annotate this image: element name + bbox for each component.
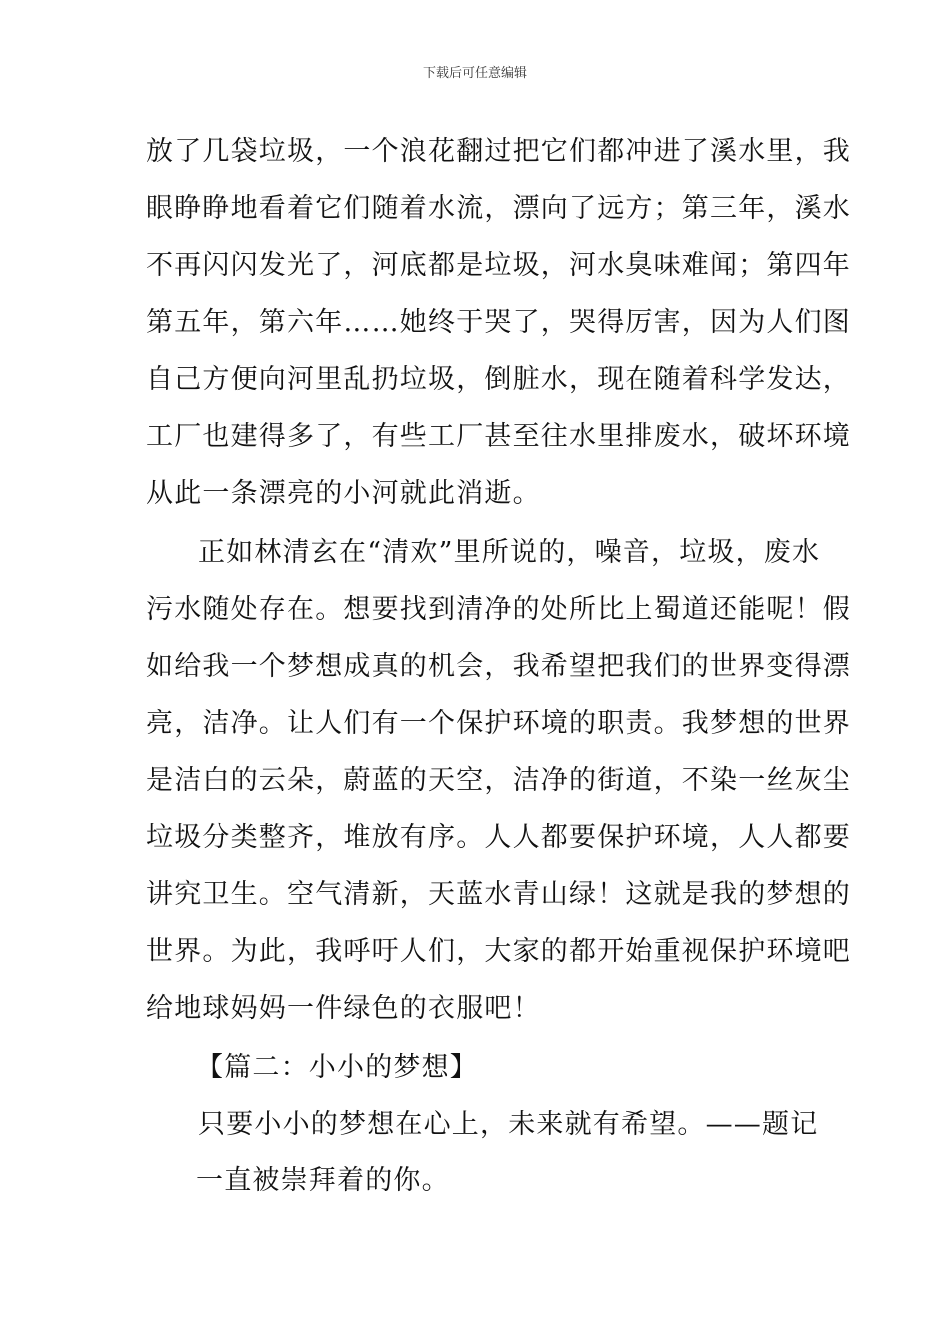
text-line: 放了几袋垃圾，一个浪花翻过把它们都冲进了溪水里，我 — [146, 136, 851, 167]
text-line: 眼睁睁地看着它们随着水流，漂向了远方；第三年，溪水 — [146, 193, 851, 224]
text-line: 第五年，第六年……她终于哭了，哭得厉害，因为人们图 — [146, 307, 851, 338]
page-header: 下载后可任意编辑 — [422, 66, 527, 81]
text-line: 如给我一个梦想成真的机会，我希望把我们的世界变得漂 — [146, 651, 851, 682]
section-heading: 【篇二：小小的梦想】 — [196, 1052, 478, 1083]
text-line: 垃圾分类整齐，堆放有序。人人都要保护环境，人人都要 — [146, 822, 851, 853]
text-line: 讲究卫生。空气清新，天蓝水青山绿！这就是我的梦想的 — [146, 879, 851, 910]
text-line: 工厂也建得多了，有些工厂甚至往水里排废水，破坏环境 — [146, 421, 851, 452]
text-line: 从此一条漂亮的小河就此消逝。 — [146, 478, 541, 509]
text-line: 给地球妈妈一件绿色的衣服吧！ — [146, 993, 541, 1024]
text-line: 自己方便向河里乱扔垃圾，倒脏水，现在随着科学发达， — [146, 364, 851, 395]
text-line: 污水随处存在。想要找到清净的处所比上蜀道还能呢！假 — [146, 594, 851, 625]
closing-line: 一直被崇拜着的你。 — [196, 1165, 450, 1196]
text-line: 是洁白的云朵，蔚蓝的天空，洁净的街道，不染一丝灰尘 — [146, 765, 851, 796]
text-line: 亮，洁净。让人们有一个保护环境的职责。我梦想的世界 — [146, 708, 851, 739]
text-line: 不再闪闪发光了，河底都是垃圾，河水臭味难闻；第四年 — [146, 250, 851, 281]
text-line: 正如林清玄在“清欢”里所说的，噪音，垃圾，废水 — [198, 537, 821, 568]
text-line: 世界。为此，我呼吁人们，大家的都开始重视保护环境吧 — [146, 936, 851, 967]
epigraph: 只要小小的梦想在心上，未来就有希望。——题记 — [198, 1109, 819, 1140]
